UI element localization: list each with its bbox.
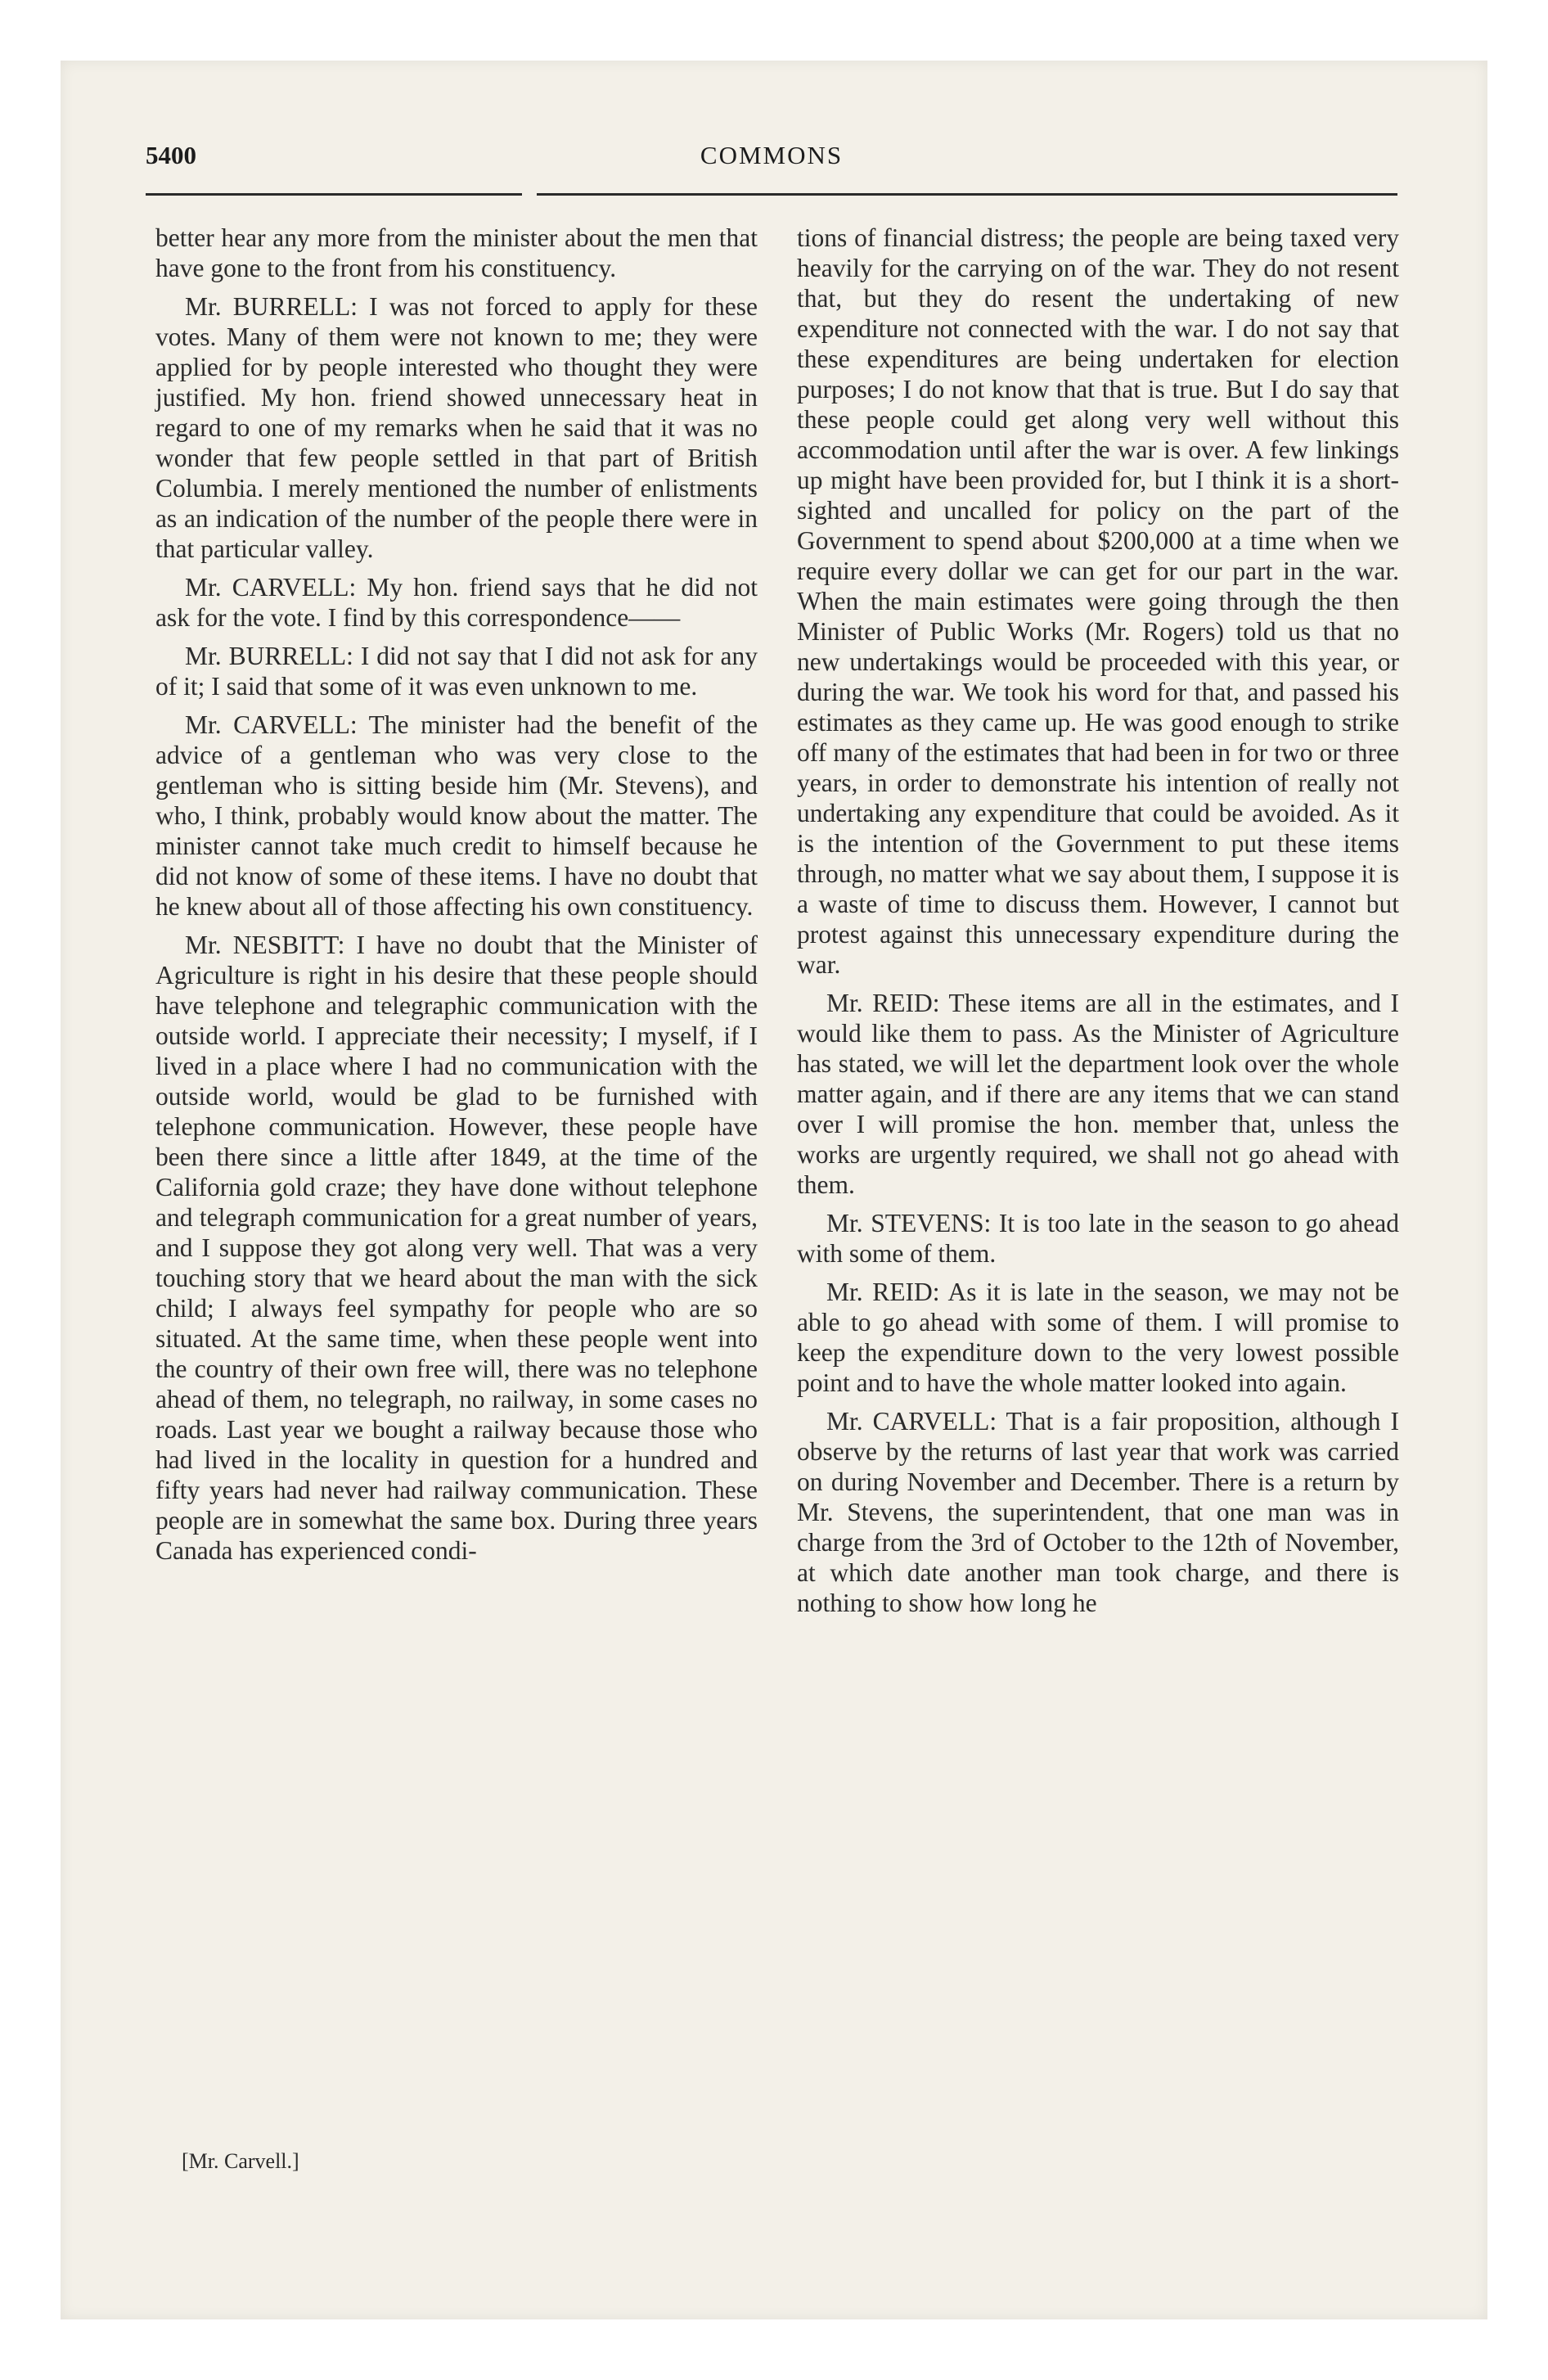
paragraph: Mr. CARVELL: The minister had the benefit of the advice of a gentleman who was very close to the gentleman who is sitting beside him (Mr. Stevens), and who, I think, probably would know about the matter. The minister cannot take much credit to himself because he did not know of some of these items. I have no doubt that he knew about all of those affecting his own constituency. [155,710,758,921]
header-rule-right [537,193,1397,196]
paragraph: better hear any more from the minister about the men that have gone to the front from his constituency. [155,223,758,282]
page-number: 5400 [146,141,196,169]
paragraph: Mr. CARVELL: That is a fair proposition, although I observe by the returns of last year that work was carried on during November and December. There is a return by Mr. Stevens, the superintendent, that one man was in charge from the 3rd of October to the 12th of November, at which date another man took charge, and there is nothing to show how long he [797,1407,1399,1617]
footer-note: [Mr. Carvell.] [182,2149,299,2173]
paragraph: Mr. REID: As it is late in the season, we may not be able to go ahead with some of them. I will promise to keep the expenditure down to the very lowest possible point and to have the whole matter looked into again. [797,1278,1399,1397]
paragraph: Mr. REID: These items are all in the estimates, and I would like them to pass. As the Minister of Agriculture has stated, we will let the department look over the whole matter again, and if there are any items that we can stand over I will promise the hon. member that, unless the works are urgently required, we shall not go ahead with them. [797,989,1399,1199]
paragraph: tions of financial distress; the people are being taxed very heavily for the carrying on of the war. They do not resent that, but they do resent the undertaking of new expenditure not connected with the war. I do not say that these expenditures are being undertaken for election purposes; I do not know that that is true. But I do say that these people could get along very well without this accommodation until after the war is over. A few linkings up might have been provided for, but I think it is a short-sighted and uncalled for policy on the part of the Government to spend about $200,000 at a time when we require every dollar we can get for our part in the war. When the main estimates were going through the then Minister of Public Works (Mr. Rogers) told us that no new undertakings would be proceeded with this year, or during the war. We took his word for that, and passed his estimates as they came up. He was good enough to strike off many of the estimates that had been in for two or three years, in order to demonstrate his intention of really not undertaking any expenditure that could be avoided. As it is the intention of the Government to put these items through, no matter what we say about them, I suppose it is a waste of time to discuss them. However, I cannot but protest against this unnecessary expenditure during the war. [797,223,1399,979]
paragraph: Mr. NESBITT: I have no doubt that the Minister of Agriculture is right in his desire that these people should have telephone and telegraphic communication with the outside world. I appreciate their necessity; I myself, if I lived in a place where I had no communication with the outside world, would be glad to be furnished with telephone communication. However, these people have been there since a little after 1849, at the time of the California gold craze; they have done without telephone and telegraph communication for a great number of years, and I suppose they got along very well. That was a very touching story that we heard about the man with the sick child; I always feel sympathy for people who are so situated. At the same time, when these people went into the country of their own free will, there was no telephone ahead of them, no telegraph, no railway, in some cases no roads. Last year we bought a railway because those who had lived in the locality in question for a hundred and fifty years had never had railway communication. These people are in somewhat the same box. During three years Canada has experienced condi- [155,931,758,1565]
paragraph: Mr. BURRELL: I did not say that I did not ask for any of it; I said that some of it was even unknown to me. [155,642,758,701]
page-header [146,141,1397,182]
paragraph: Mr. CARVELL: My hon. friend says that he did not ask for the vote. I find by this correspondence—— [155,573,758,632]
left-column [155,223,758,1574]
paragraph: Mr. BURRELL: I was not forced to apply for these votes. Many of them were not known to me; they were applied for by people interested who thought they were justified. My hon. friend showed unnecessary heat in regard to one of my remarks when he said that it was no wonder that few people settled in that part of British Columbia. I merely mentioned the number of enlistments as an indication of the number of the people there were in that particular valley. [155,292,758,563]
running-head: COMMONS [700,141,844,169]
paragraph: Mr. STEVENS: It is too late in the season to go ahead with some of them. [797,1209,1399,1268]
header-rule-left [146,193,522,196]
right-column [797,223,1399,1626]
